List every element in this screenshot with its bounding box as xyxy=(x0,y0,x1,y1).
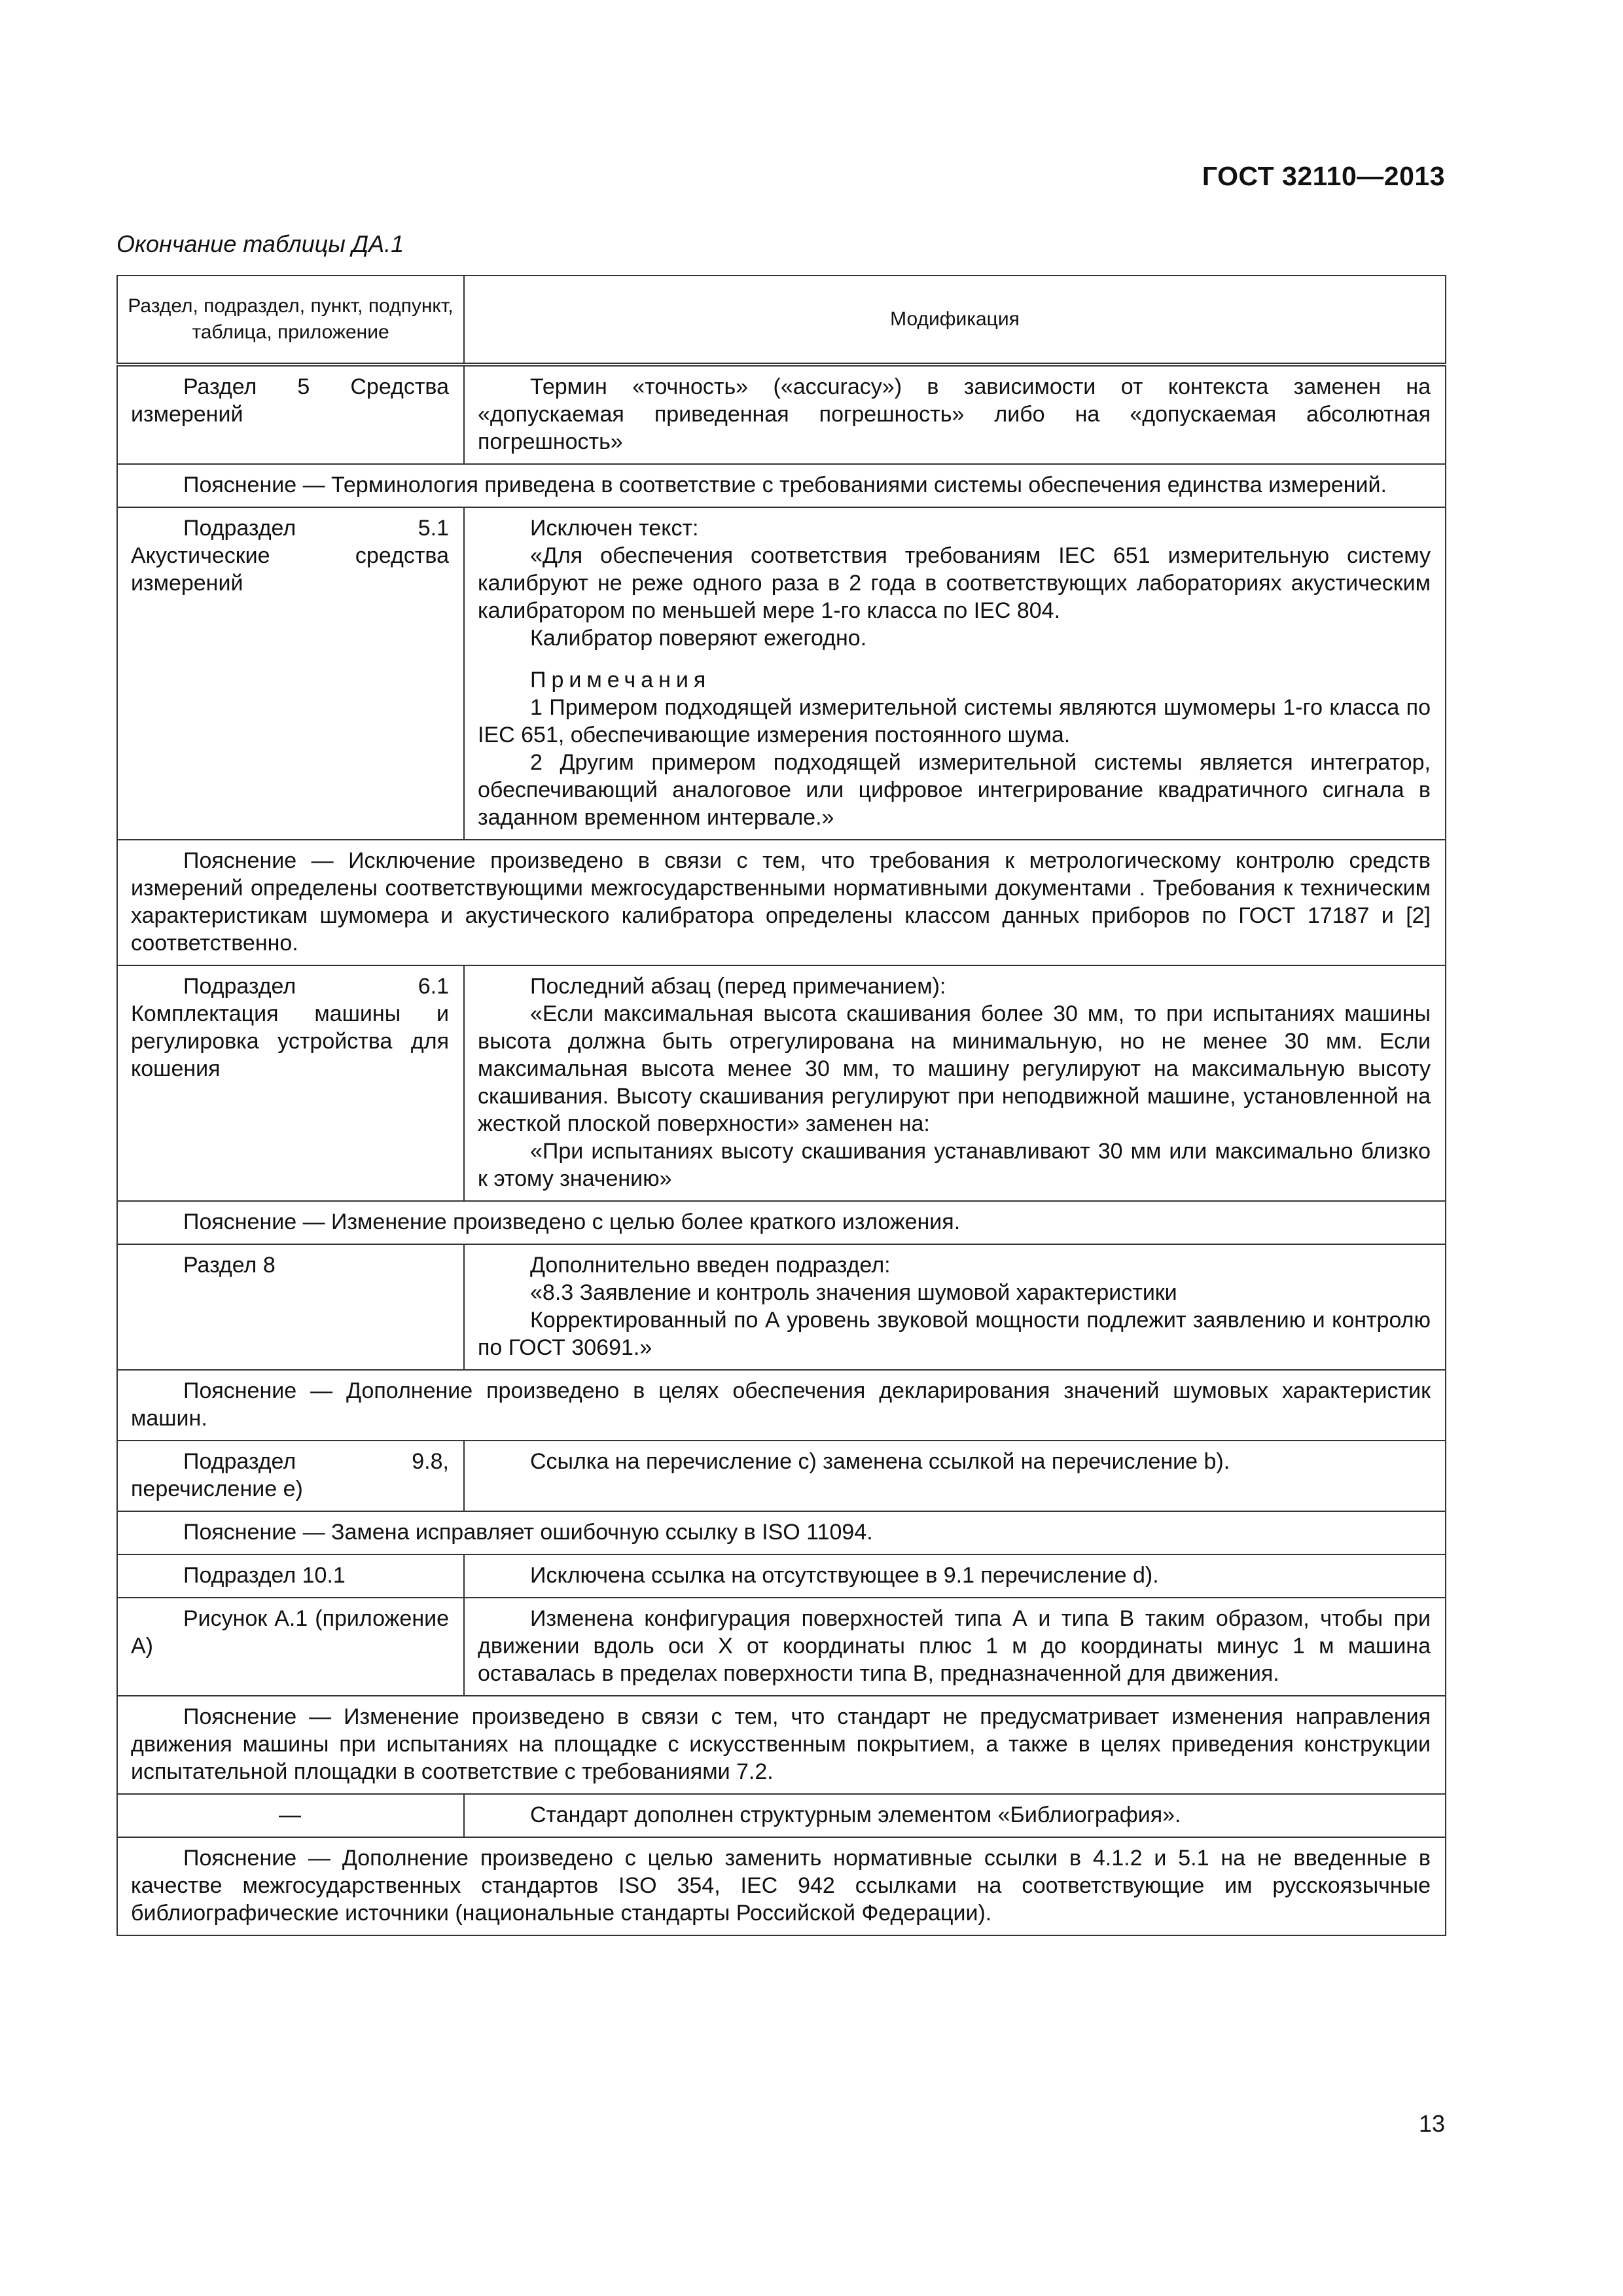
table-row xyxy=(117,1794,1446,1837)
section-cell: Подраздел 6.1 Комплектация машины и регулировка устройства для кошения xyxy=(117,965,464,1201)
section-cell: Рисунок А.1 (приложение А) xyxy=(117,1598,464,1696)
table-row xyxy=(117,1598,1446,1696)
table-row xyxy=(117,1554,1446,1598)
page-number: 13 xyxy=(1418,2110,1445,2137)
table-row xyxy=(117,1244,1446,1370)
note-row xyxy=(117,1837,1446,1935)
column-header-modification: Модификация xyxy=(464,276,1446,365)
note-cell: Пояснение — Исключение произведено в связи с тем, что требования к метрологическому контролю средств измерений определены соответствующими межгосударственными нормативными документами . Требования к техническим характеристикам шумомера и акустического калибратора определены классом данных приборов по ГОСТ 17187 и [2] соответственно. xyxy=(117,840,1446,965)
modification-cell: Исключен текст: «Для обеспечения соответствия требованиям IEC 651 измерительную систему калибруют не реже одного раза в 2 года в соответствующих лабораториях акустическим калибратором по меньшей мере 1-го класса по IEC 804. Калибратор поверяют ежегодно. Примечания 1 Примером подходящей измерительной системы являются шумомеры 1-го класса по IEC 651, обеспечивающие измерения постоянного шума. 2 Другим примером подходящей измерительной системы является интегратор, обеспечивающий аналоговое или цифровое интегрирование квадратичного сигнала в заданном временном интервале.» xyxy=(464,507,1446,840)
column-header-section: Раздел, подраздел, пункт, подпункт, таблица, приложение xyxy=(117,276,464,365)
note-cell: Пояснение — Терминология приведена в соответствие с требованиями системы обеспечения единства измерений. xyxy=(117,464,1446,507)
note-cell: Пояснение — Дополнение произведено в целях обеспечения декларирования значений шумовых характеристик машин. xyxy=(117,1370,1446,1441)
section-cell: Подраздел 5.1 Акустические средства измерений xyxy=(117,507,464,840)
section-cell: — xyxy=(117,1794,464,1837)
notes-heading: Примечания xyxy=(530,668,711,692)
modification-cell: Термин «точность» («accuracy») в зависимости от контекста заменен на «допускаемая приведенная погрешность» либо на «допускаемая абсолютная погрешность» xyxy=(464,365,1446,464)
note-row xyxy=(117,1511,1446,1554)
table-header-row xyxy=(117,276,1446,365)
modification-cell: Дополнительно введен подраздел: «8.3 Заявление и контроль значения шумовой характеристики Корректированный по А уровень звуковой мощности подлежит заявлению и контролю по ГОСТ 30691.» xyxy=(464,1244,1446,1370)
table-row xyxy=(117,1441,1446,1511)
note-cell: Пояснение — Изменение произведено с целью более краткого изложения. xyxy=(117,1201,1446,1244)
table-row xyxy=(117,507,1446,840)
modification-table xyxy=(116,275,1446,1936)
note-row xyxy=(117,840,1446,965)
note-cell: Пояснение — Дополнение произведено с целью заменить нормативные ссылки в 4.1.2 и 5.1 на не введенные в качестве межгосударственных стандартов ISO 354, IEC 942 ссылками на соответствующие им русскоязычные библиографические источники (национальные стандарты Российской Федерации). xyxy=(117,1837,1446,1935)
table-row xyxy=(117,965,1446,1201)
document-code: ГОСТ 32110—2013 xyxy=(1202,161,1445,191)
section-cell: Подраздел 9.8, перечисление е) xyxy=(117,1441,464,1511)
note-row xyxy=(117,1201,1446,1244)
note-row xyxy=(117,1696,1446,1794)
note-cell: Пояснение — Замена исправляет ошибочную ссылку в ISO 11094. xyxy=(117,1511,1446,1554)
note-row xyxy=(117,1370,1446,1441)
note-cell: Пояснение — Изменение произведено в связи с тем, что стандарт не предусматривает изменения направления движения машины при испытаниях на площадке с искусственным покрытием, а также в целях приведения конструкции испытательной площадки в соответствие с требованиями 7.2. xyxy=(117,1696,1446,1794)
modification-cell: Исключена ссылка на отсутствующее в 9.1 перечисление d). xyxy=(464,1554,1446,1598)
note-row xyxy=(117,464,1446,507)
modification-cell: Ссылка на перечисление с) заменена ссылкой на перечисление b). xyxy=(464,1441,1446,1511)
table-caption: Окончание таблицы ДА.1 xyxy=(116,230,404,257)
section-cell: Раздел 5 Средства измерений xyxy=(117,365,464,464)
section-cell: Раздел 8 xyxy=(117,1244,464,1370)
modification-cell: Последний абзац (перед примечанием): «Если максимальная высота скашивания более 30 мм, то при испытаниях машины высота должна быть отрегулирована на минимальную, но не менее 30 мм. Если максимальная высота менее 30 мм, то машину регулируют на максимальную высоту скашивания. Высоту скашивания регулируют при неподвижной машине, установленной на жесткой плоской поверхности» заменен на: «При испытаниях высоту скашивания устанавливают 30 мм или максимально близко к этому значению» xyxy=(464,965,1446,1201)
section-cell: Подраздел 10.1 xyxy=(117,1554,464,1598)
modification-cell: Изменена конфигурация поверхностей типа А и типа В таким образом, чтобы при движении вдоль оси Х от координаты плюс 1 м до координаты минус 1 м машина оставалась в пределах поверхности типа В, предназначенной для движения. xyxy=(464,1598,1446,1696)
modification-cell: Стандарт дополнен структурным элементом «Библиография». xyxy=(464,1794,1446,1837)
table-row xyxy=(117,365,1446,464)
